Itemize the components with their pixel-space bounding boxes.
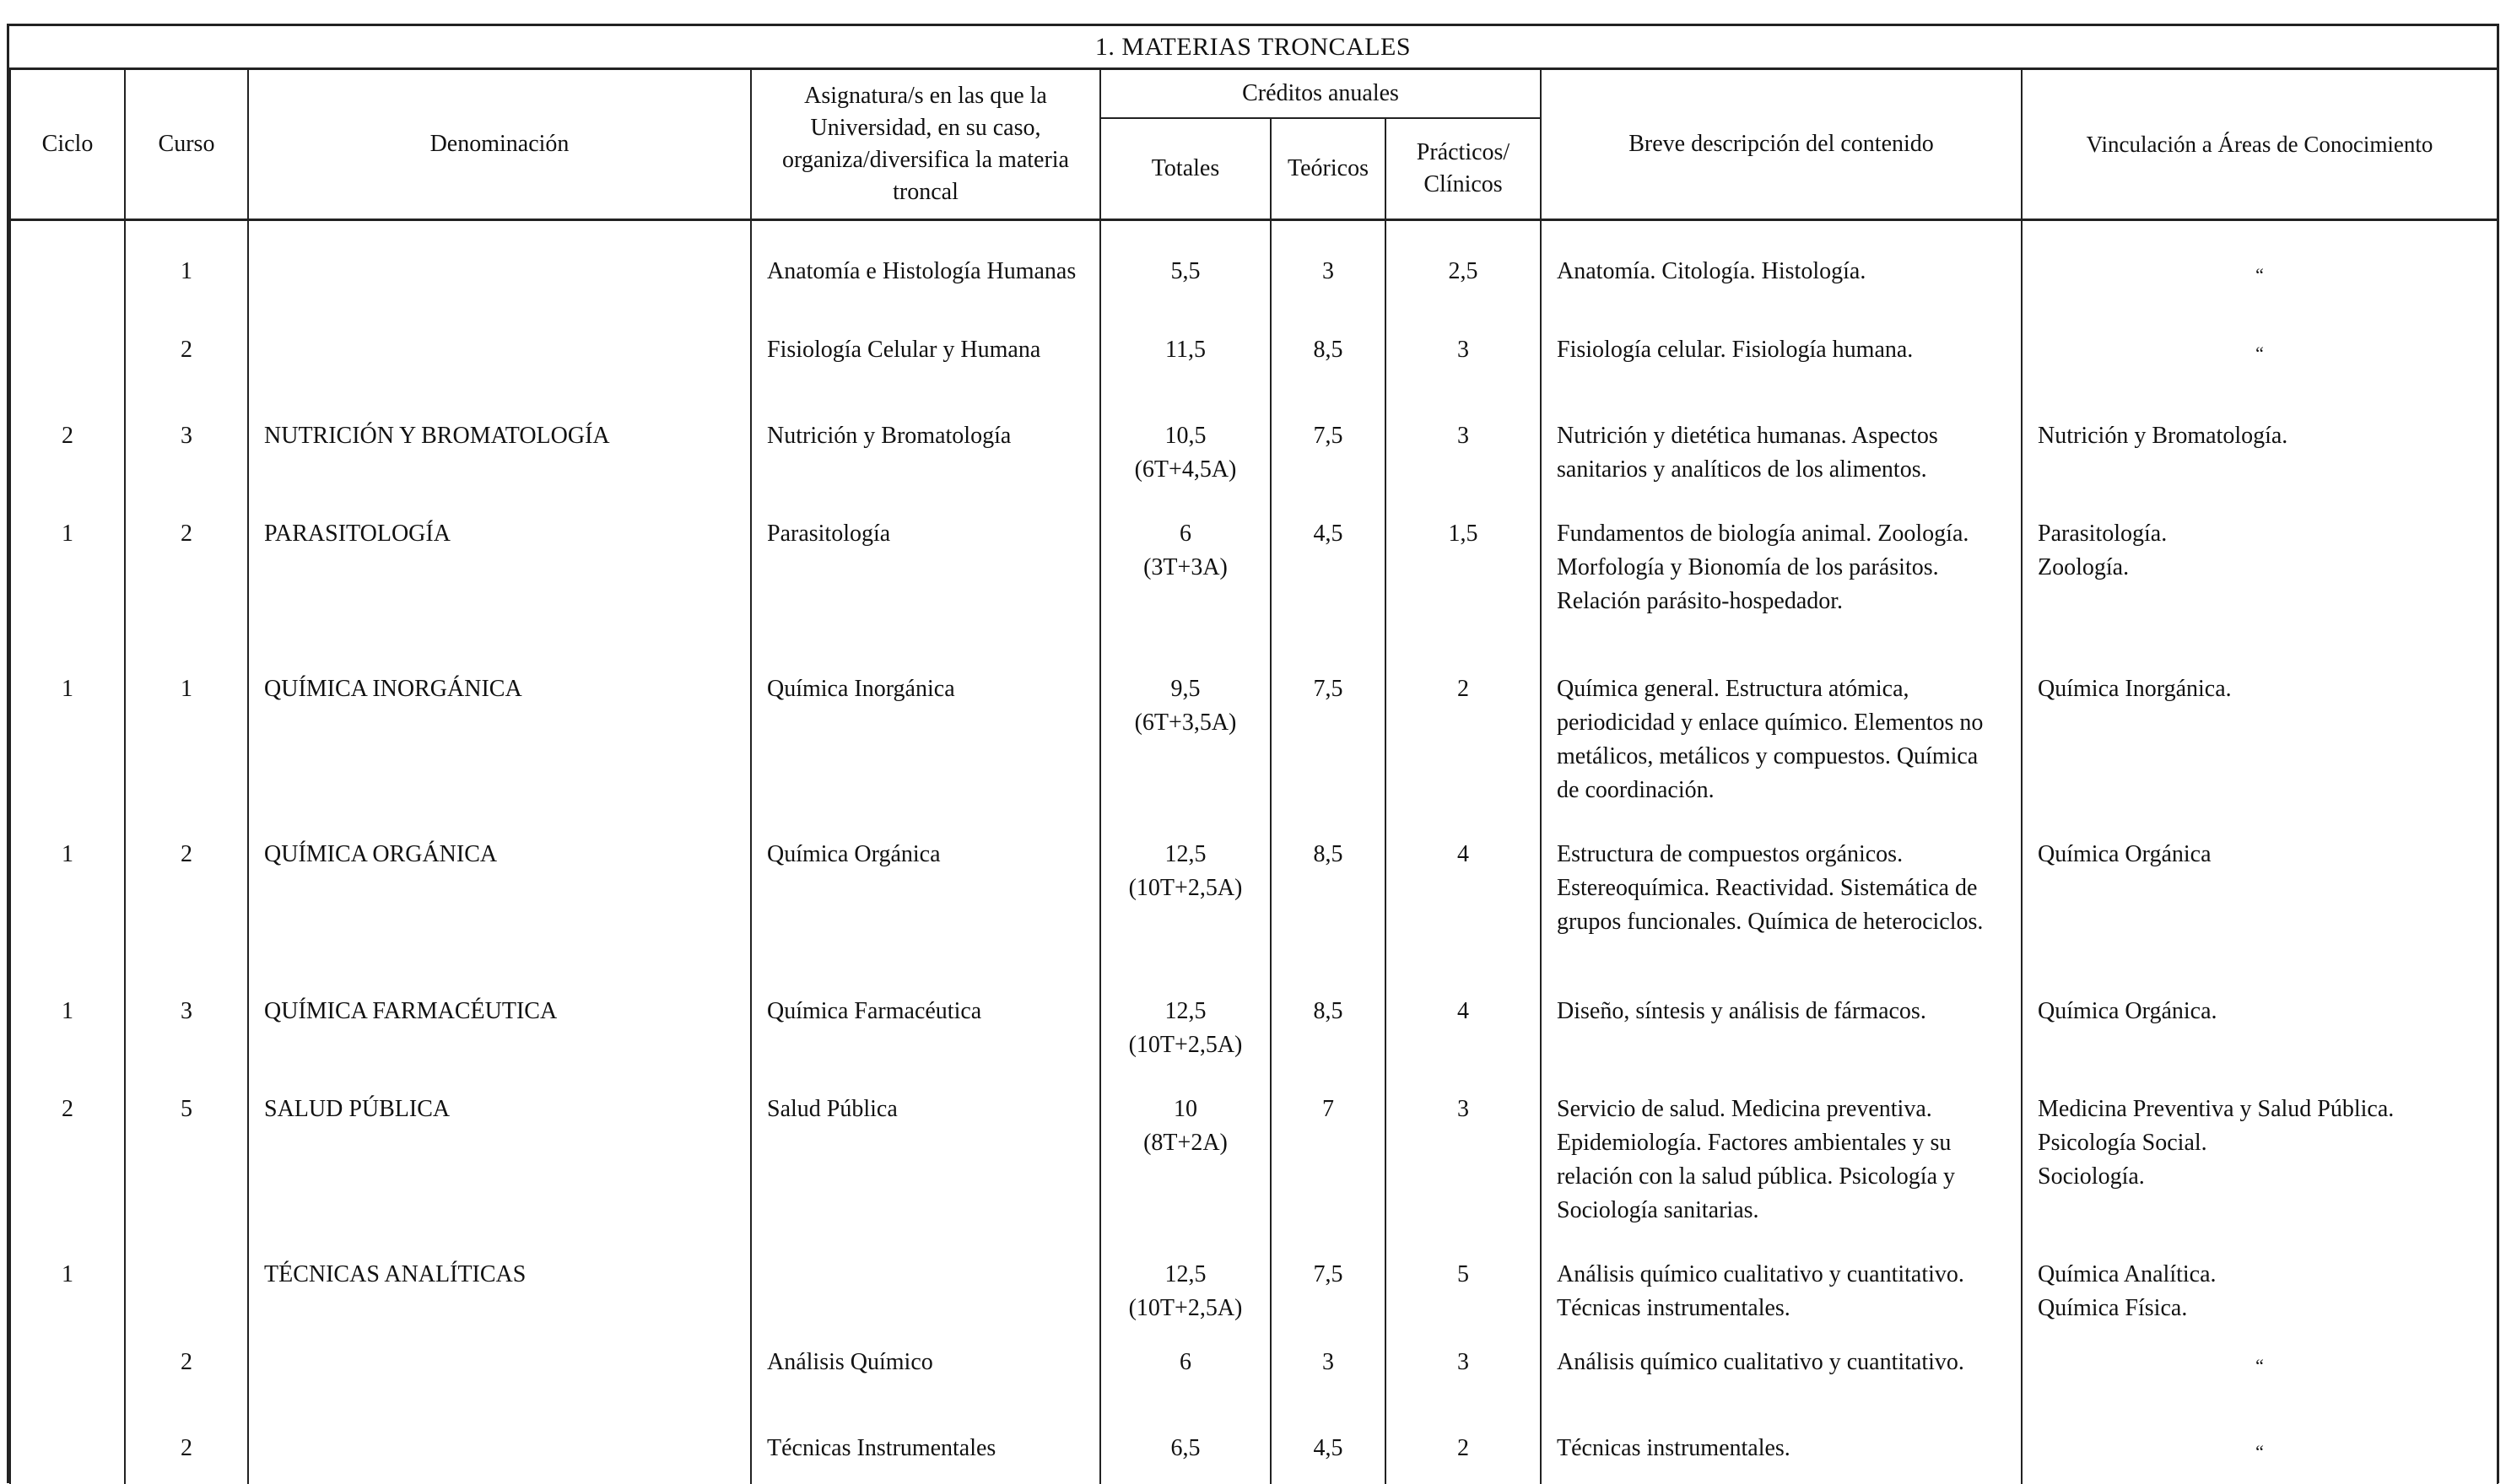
denominacion-text: QUÍMICA ORGÁNICA (264, 840, 498, 867)
document-frame (7, 24, 2499, 1483)
totales-cell (1100, 504, 1271, 642)
ciclo-text: 2 (62, 422, 73, 449)
curso-cell (125, 504, 248, 642)
denominacion-cell (248, 311, 751, 404)
totales-breakdown: (6T+3,5A) (1134, 709, 1237, 736)
teoricos-text: 3 (1322, 1348, 1334, 1375)
asignatura-text: Nutrición y Bromatología (767, 422, 1012, 449)
vinculacion-text: Sociología. (2038, 1163, 2145, 1190)
ditto-mark: “ (2255, 342, 2264, 364)
vinculacion-text: Química Analítica. (2038, 1260, 2217, 1287)
ditto-mark: “ (2255, 264, 2264, 285)
vinculacion-text: Química Orgánica. (2038, 997, 2217, 1024)
teoricos-text: 3 (1322, 258, 1334, 284)
ciclo-cell (10, 1062, 125, 1228)
ciclo-cell (10, 642, 125, 807)
asignatura-cell (751, 1228, 1100, 1325)
totales-cell (1100, 1062, 1271, 1228)
vinculacion-cell (2022, 220, 2498, 311)
materias-table (9, 70, 2498, 1484)
teoricos-cell (1271, 807, 1385, 964)
denominacion-cell (248, 1325, 751, 1417)
curso-text: 1 (181, 675, 192, 702)
practicos-text: 1,5 (1448, 520, 1478, 547)
denominacion-cell (248, 807, 751, 964)
table-row (10, 964, 2498, 1062)
teoricos-cell (1271, 404, 1385, 504)
vinculacion-cell (2022, 404, 2498, 504)
totales-cell (1100, 1228, 1271, 1325)
ciclo-text: 2 (62, 1095, 73, 1122)
teoricos-text: 4,5 (1313, 1434, 1343, 1461)
table-row (10, 220, 2498, 311)
header-teoricos: Teóricos (1271, 118, 1385, 220)
vinculacion-cell (2022, 642, 2498, 807)
asignatura-text: Fisiología Celular y Humana (767, 336, 1041, 363)
curso-cell (125, 311, 248, 404)
vinculacion-text: Química Orgánica (2038, 840, 2212, 867)
totales-cell (1100, 807, 1271, 964)
teoricos-cell (1271, 1062, 1385, 1228)
denominacion-cell (248, 1228, 751, 1325)
asignatura-cell (751, 1062, 1100, 1228)
totales-value: 11,5 (1165, 336, 1206, 363)
descripcion-text: Diseño, síntesis y análisis de fármacos. (1557, 997, 1926, 1024)
descripcion-text: Anatomía. Citología. Histología. (1557, 258, 1866, 284)
practicos-text: 2 (1457, 675, 1469, 702)
vinculacion-cell (2022, 807, 2498, 964)
ciclo-text: 1 (62, 675, 73, 702)
descripcion-cell (1541, 1228, 2022, 1325)
totales-value: 6,5 (1170, 1434, 1201, 1461)
table-row (10, 1325, 2498, 1417)
practicos-text: 3 (1457, 422, 1469, 449)
practicos-text: 2 (1457, 1434, 1469, 1461)
practicos-cell (1385, 964, 1541, 1062)
asignatura-cell (751, 807, 1100, 964)
ciclo-text: 1 (62, 520, 73, 547)
header-ciclo: Ciclo (10, 70, 125, 220)
descripcion-cell (1541, 504, 2022, 642)
denominacion-cell (248, 404, 751, 504)
vinculacion-cell (2022, 1417, 2498, 1484)
header-descripcion: Breve descripción del contenido (1541, 70, 2022, 220)
denominacion-text: PARASITOLOGÍA (264, 520, 451, 547)
curso-text: 2 (181, 840, 192, 867)
teoricos-cell (1271, 220, 1385, 311)
asignatura-text: Química Inorgánica (767, 675, 955, 702)
table-row (10, 642, 2498, 807)
curso-cell (125, 220, 248, 311)
curso-text: 2 (181, 1348, 192, 1375)
teoricos-text: 7,5 (1313, 675, 1343, 702)
curso-text: 2 (181, 520, 192, 547)
asignatura-text: Química Orgánica (767, 840, 941, 867)
vinculacion-text: Parasitología. (2038, 520, 2168, 547)
curso-text: 2 (181, 1434, 192, 1461)
curso-cell (125, 404, 248, 504)
totales-breakdown: (10T+2,5A) (1128, 1294, 1243, 1321)
practicos-cell (1385, 1417, 1541, 1484)
totales-cell (1100, 642, 1271, 807)
totales-value: 12,5 (1164, 1260, 1207, 1287)
teoricos-text: 8,5 (1313, 336, 1343, 363)
asignatura-cell (751, 311, 1100, 404)
teoricos-cell (1271, 642, 1385, 807)
teoricos-text: 7,5 (1313, 1260, 1343, 1287)
curso-text: 3 (181, 422, 192, 449)
descripcion-text: Química general. Estructura atómica, periodicidad y enlace químico. Elementos no metálicos, metálicos y compuestos. Química de coordinación. (1557, 675, 1984, 803)
totales-value: 9,5 (1170, 675, 1201, 702)
ciclo-cell (10, 404, 125, 504)
asignatura-text: Análisis Químico (767, 1348, 933, 1375)
asignatura-cell (751, 1417, 1100, 1484)
header-practicos: Prácticos/ Clínicos (1385, 118, 1541, 220)
header-totales: Totales (1100, 118, 1271, 220)
asignatura-cell (751, 964, 1100, 1062)
teoricos-cell (1271, 1228, 1385, 1325)
asignatura-text: Anatomía e Histología Humanas (767, 258, 1077, 284)
denominacion-text: TÉCNICAS ANALÍTICAS (264, 1260, 527, 1287)
vinculacion-cell (2022, 1062, 2498, 1228)
denominacion-cell (248, 1062, 751, 1228)
descripcion-cell (1541, 964, 2022, 1062)
totales-value: 12,5 (1164, 840, 1207, 867)
denominacion-text: QUÍMICA INORGÁNICA (264, 675, 522, 702)
curso-cell (125, 642, 248, 807)
denominacion-text: QUÍMICA FARMACÉUTICA (264, 997, 558, 1024)
teoricos-text: 8,5 (1313, 840, 1343, 867)
practicos-cell (1385, 642, 1541, 807)
practicos-cell (1385, 220, 1541, 311)
descripcion-text: Servicio de salud. Medicina preventiva. Epidemiología. Factores ambientales y su relación con la salud pública. Psicología y Sociología sanitarias. (1557, 1095, 1955, 1223)
curso-cell (125, 1228, 248, 1325)
teoricos-cell (1271, 504, 1385, 642)
vinculacion-cell (2022, 504, 2498, 642)
descripcion-cell (1541, 807, 2022, 964)
ciclo-cell (10, 1417, 125, 1484)
practicos-cell (1385, 1228, 1541, 1325)
vinculacion-cell (2022, 1325, 2498, 1417)
totales-value: 6 (1180, 1348, 1191, 1375)
table-row (10, 1062, 2498, 1228)
denominacion-cell (248, 642, 751, 807)
vinculacion-cell (2022, 964, 2498, 1062)
ciclo-cell (10, 964, 125, 1062)
totales-cell (1100, 1325, 1271, 1417)
table-row (10, 1417, 2498, 1484)
totales-breakdown: (10T+2,5A) (1128, 874, 1243, 901)
practicos-text: 4 (1457, 997, 1469, 1024)
curso-cell (125, 1417, 248, 1484)
teoricos-cell (1271, 1325, 1385, 1417)
totales-cell (1100, 964, 1271, 1062)
table-row (10, 504, 2498, 642)
totales-value: 6 (1180, 520, 1191, 547)
teoricos-cell (1271, 964, 1385, 1062)
descripcion-text: Estructura de compuestos orgánicos. Estereoquímica. Reactividad. Sistemática de grupos funcionales. Química de heterociclos. (1557, 840, 1984, 935)
denominacion-cell (248, 964, 751, 1062)
practicos-text: 3 (1457, 1348, 1469, 1375)
descripcion-cell (1541, 1417, 2022, 1484)
descripcion-cell (1541, 404, 2022, 504)
teoricos-text: 7 (1322, 1095, 1334, 1122)
ditto-mark: “ (2255, 1354, 2264, 1376)
vinculacion-text: Psicología Social. (2038, 1129, 2207, 1156)
practicos-text: 3 (1457, 336, 1469, 363)
header-curso: Curso (125, 70, 248, 220)
ciclo-text: 1 (62, 840, 73, 867)
vinculacion-text: Química Física. (2038, 1294, 2188, 1321)
practicos-text: 5 (1457, 1260, 1469, 1287)
practicos-cell (1385, 1062, 1541, 1228)
totales-value: 12,5 (1164, 997, 1207, 1024)
practicos-cell (1385, 807, 1541, 964)
denominacion-cell (248, 220, 751, 311)
asignatura-text: Salud Pública (767, 1095, 898, 1122)
asignatura-cell (751, 642, 1100, 807)
denominacion-text: NUTRICIÓN Y BROMATOLOGÍA (264, 422, 610, 449)
totales-cell (1100, 1417, 1271, 1484)
curso-text: 1 (181, 258, 192, 284)
table-row (10, 1228, 2498, 1325)
vinculacion-text: Zoología. (2038, 553, 2130, 580)
totales-breakdown: (10T+2,5A) (1128, 1031, 1243, 1058)
teoricos-text: 4,5 (1313, 520, 1343, 547)
ciclo-cell (10, 504, 125, 642)
teoricos-cell (1271, 311, 1385, 404)
header-vinculacion: Vinculación a Áreas de Conocimiento (2022, 70, 2498, 220)
vinculacion-cell (2022, 311, 2498, 404)
table-row (10, 311, 2498, 404)
descripcion-cell (1541, 1062, 2022, 1228)
descripcion-text: Análisis químico cualitativo y cuantitativo. (1557, 1348, 1964, 1375)
header-asignaturas: Asignatura/s en las que la Universidad, en su caso, organiza/diversifica la materia troncal (751, 70, 1100, 220)
table-body (10, 220, 2498, 1484)
curso-text: 5 (181, 1095, 192, 1122)
asignatura-cell (751, 1325, 1100, 1417)
totales-cell (1100, 220, 1271, 311)
practicos-cell (1385, 404, 1541, 504)
practicos-cell (1385, 1325, 1541, 1417)
curso-text: 3 (181, 997, 192, 1024)
section-title: 1. MATERIAS TRONCALES (9, 26, 2497, 70)
practicos-cell (1385, 311, 1541, 404)
descripcion-text: Análisis químico cualitativo y cuantitativo. Técnicas instrumentales. (1557, 1260, 1964, 1321)
vinculacion-text: Medicina Preventiva y Salud Pública. (2038, 1095, 2395, 1122)
ciclo-cell (10, 807, 125, 964)
descripcion-text: Técnicas instrumentales. (1557, 1434, 1790, 1461)
table-row (10, 404, 2498, 504)
asignatura-text: Técnicas Instrumentales (767, 1434, 996, 1461)
descripcion-cell (1541, 311, 2022, 404)
descripcion-text: Fisiología celular. Fisiología humana. (1557, 336, 1914, 363)
curso-cell (125, 807, 248, 964)
vinculacion-text: Química Inorgánica. (2038, 675, 2232, 702)
denominacion-text: SALUD PÚBLICA (264, 1095, 451, 1122)
asignatura-cell (751, 504, 1100, 642)
totales-breakdown: (6T+4,5A) (1134, 456, 1237, 483)
descripcion-text: Nutrición y dietética humanas. Aspectos sanitarios y analíticos de los alimentos. (1557, 422, 1938, 483)
ciclo-text: 1 (62, 997, 73, 1024)
asignatura-cell (751, 404, 1100, 504)
practicos-cell (1385, 504, 1541, 642)
denominacion-cell (248, 1417, 751, 1484)
descripcion-text: Fundamentos de biología animal. Zoología. Morfología y Bionomía de los parásitos. Relación parásito-hospedador. (1557, 520, 1969, 614)
asignatura-text: Química Farmacéutica (767, 997, 982, 1024)
table-row (10, 807, 2498, 964)
ciclo-cell (10, 1325, 125, 1417)
practicos-text: 3 (1457, 1095, 1469, 1122)
denominacion-cell (248, 504, 751, 642)
header-creditos: Créditos anuales (1100, 70, 1541, 118)
practicos-text: 2,5 (1448, 258, 1478, 284)
totales-value: 5,5 (1170, 258, 1201, 284)
totales-cell (1100, 311, 1271, 404)
totales-cell (1100, 404, 1271, 504)
teoricos-cell (1271, 1417, 1385, 1484)
ciclo-cell (10, 311, 125, 404)
curso-text: 2 (181, 336, 192, 363)
descripcion-cell (1541, 220, 2022, 311)
asignatura-cell (751, 220, 1100, 311)
descripcion-cell (1541, 1325, 2022, 1417)
teoricos-text: 8,5 (1313, 997, 1343, 1024)
descripcion-cell (1541, 642, 2022, 807)
asignatura-text: Parasitología (767, 520, 891, 547)
totales-breakdown: (8T+2A) (1143, 1129, 1228, 1156)
totales-breakdown: (3T+3A) (1143, 553, 1228, 580)
curso-cell (125, 1062, 248, 1228)
ciclo-text: 1 (62, 1260, 73, 1287)
ciclo-cell (10, 220, 125, 311)
totales-value: 10 (1174, 1095, 1197, 1122)
ciclo-cell (10, 1228, 125, 1325)
ditto-mark: “ (2255, 1440, 2264, 1462)
curso-cell (125, 964, 248, 1062)
practicos-text: 4 (1457, 840, 1469, 867)
teoricos-text: 7,5 (1313, 422, 1343, 449)
curso-cell (125, 1325, 248, 1417)
totales-value: 10,5 (1164, 422, 1207, 449)
vinculacion-cell (2022, 1228, 2498, 1325)
vinculacion-text: Nutrición y Bromatología. (2038, 422, 2288, 449)
header-denominacion: Denominación (248, 70, 751, 220)
